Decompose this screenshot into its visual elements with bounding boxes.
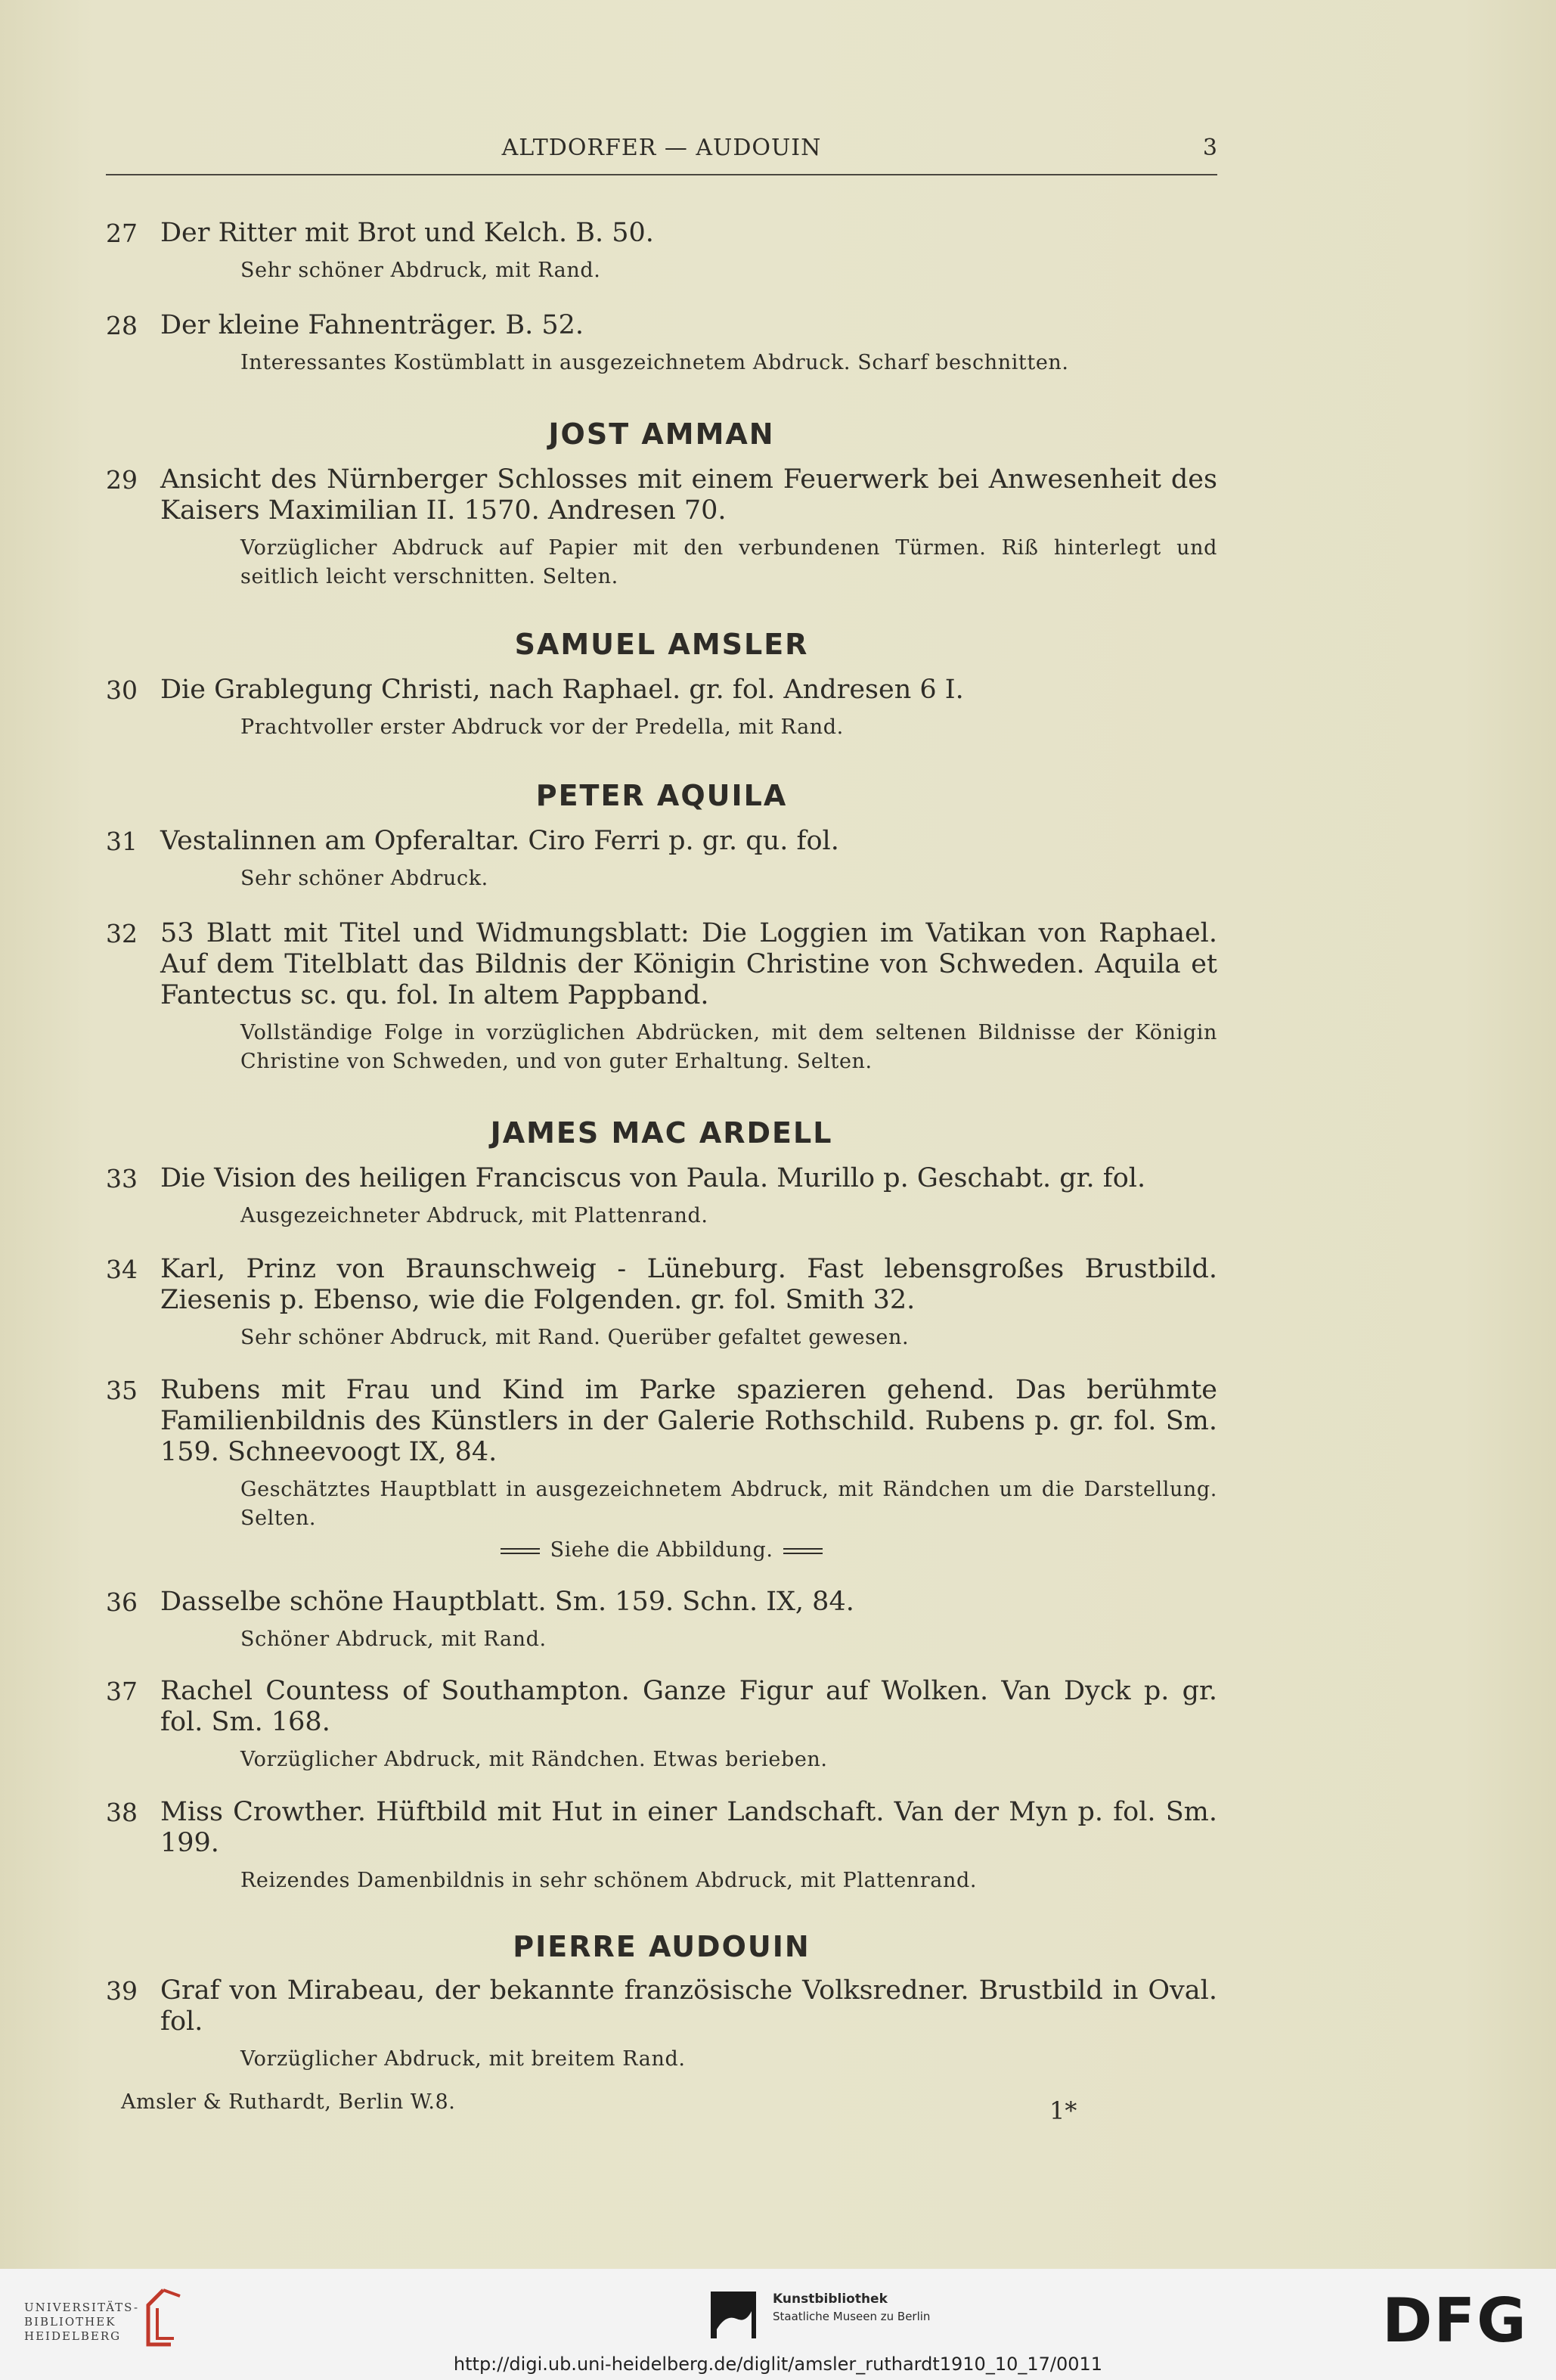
entry-title: Dasselbe schöne Hauptblatt. Sm. 159. Schn. IX, 84. — [160, 1587, 854, 1617]
publisher-imprint: Amsler & Ruthardt, Berlin W.8. — [121, 2090, 456, 2114]
entry-note: Vorzüglicher Abdruck, mit breitem Rand. — [240, 2047, 686, 2071]
permalink-url[interactable]: http://digi.ub.uni-heidelberg.de/diglit/amsler_ruthardt1910_10_17/0011 — [453, 2354, 1103, 2375]
entry-number: 29 — [106, 465, 138, 495]
university-library-name — [24, 2301, 139, 2344]
entry-title: Karl, Prinz von Braunschweig - Lüneburg. Fast lebensgroßes Brustbild. Ziesenis p. Ebenso, wie die Folgenden. gr. fol. Smith 32. — [160, 1254, 1217, 1315]
entry-title: Miss Crowther. Hüftbild mit Hut in einer Landschaft. Van der Myn p. fol. Sm. 199. — [160, 1797, 1217, 1858]
entry-number: 32 — [106, 919, 138, 948]
kunstbibliothek-name: Kunstbibliothek — [773, 2292, 888, 2307]
catalog-entry — [106, 1797, 1217, 1895]
catalog-entry — [106, 310, 1217, 377]
dfg-logo: DFG — [1382, 2285, 1528, 2356]
section-heading: JAMES MAC ARDELL — [490, 1116, 833, 1150]
double-rule — [501, 1548, 540, 1554]
entry-title: Der Ritter mit Brot und Kelch. B. 50. — [160, 218, 654, 248]
entry-note: Ausgezeichneter Abdruck, mit Plattenrand. — [240, 1204, 708, 1227]
section-heading: JOST AMMAN — [548, 417, 775, 451]
catalog-entry — [106, 464, 1217, 591]
university-line: BIBLIOTHEK — [24, 2315, 116, 2329]
catalog-entry — [106, 918, 1217, 1076]
entry-title: Vestalinnen am Opferaltar. Ciro Ferri p. gr. qu. fol. — [160, 826, 839, 856]
entry-number: 39 — [106, 1976, 138, 2006]
catalog-entry — [106, 826, 1217, 893]
entry-number: 37 — [106, 1677, 138, 1706]
entry-number: 34 — [106, 1255, 138, 1284]
entry-number: 35 — [106, 1376, 138, 1405]
entry-title: Rubens mit Frau und Kind im Parke spazieren gehend. Das berühmte Familienbildnis des Künstlers in der Galerie Rothschild. Rubens p. gr. fol. Sm. 159. Schneevoogt IX, 84. — [160, 1375, 1217, 1467]
kunstbibliothek-logo-icon — [711, 2292, 756, 2338]
entry-note: Prachtvoller erster Abdruck vor der Predella, mit Rand. — [240, 715, 844, 739]
see-illustration-text: Siehe die Abbildung. — [550, 1538, 773, 1562]
section-heading: PIERRE AUDOUIN — [513, 1930, 811, 1963]
entry-number: 31 — [106, 827, 138, 856]
entry-note: Geschätztes Hauptblatt in ausgezeichnetem Abdruck, mit Rändchen um die Darstellung. Selten. — [240, 1478, 1217, 1530]
university-line: HEIDELBERG — [24, 2329, 122, 2343]
entry-note: Vollständige Folge in vorzüglichen Abdrücken, mit dem seltenen Bildnisse der Königin Christine von Schweden, und von guter Erhaltung. Selten. — [240, 1021, 1217, 1073]
entry-title: Rachel Countess of Southampton. Ganze Figur auf Wolken. Van Dyck p. gr. fol. Sm. 168. — [160, 1676, 1217, 1737]
entry-number: 28 — [106, 311, 138, 340]
entry-number: 33 — [106, 1164, 138, 1193]
section-heading: PETER AQUILA — [535, 779, 788, 812]
catalog-entry — [106, 1375, 1217, 1533]
entry-title: Die Vision des heiligen Franciscus von Paula. Murillo p. Geschabt. gr. fol. — [160, 1163, 1146, 1193]
catalog-entry — [106, 675, 1217, 742]
catalog-entry — [106, 1676, 1217, 1774]
entry-title: Ansicht des Nürnberger Schlosses mit einem Feuerwerk bei Anwesenheit des Kaisers Maximilian II. 1570. Andresen 70. — [160, 464, 1217, 526]
entry-note: Interessantes Kostümblatt in ausgezeichnetem Abdruck. Scharf beschnitten. — [240, 351, 1069, 374]
entry-note: Sehr schöner Abdruck, mit Rand. — [240, 259, 601, 282]
entry-title: Die Grablegung Christi, nach Raphael. gr. fol. Andresen 6 I. — [160, 675, 964, 705]
see-illustration — [106, 1538, 1217, 1562]
entry-number: 36 — [106, 1587, 138, 1617]
entry-note: Sehr schöner Abdruck, mit Rand. Querüber gefaltet gewesen. — [240, 1326, 910, 1349]
catalog-entry — [106, 1587, 1217, 1654]
kunstbibliothek-subtitle: Staatliche Museen zu Berlin — [773, 2310, 931, 2323]
page-number: 3 — [1202, 135, 1217, 161]
catalog-entry — [106, 1975, 1217, 2074]
signature-mark: 1* — [1049, 2096, 1077, 2125]
digitization-footer — [0, 2269, 1556, 2380]
double-rule — [783, 1548, 823, 1554]
entry-note: Vorzüglicher Abdruck auf Papier mit den verbundenen Türmen. Riß hinterlegt und seitlich leicht verschnitten. Selten. — [240, 536, 1217, 588]
heidelberg-logo-icon — [141, 2285, 188, 2349]
header-title: ALTDORFER — AUDOUIN — [501, 135, 822, 161]
entry-number: 27 — [106, 219, 138, 248]
entry-number: 38 — [106, 1798, 138, 1827]
entry-note: Schöner Abdruck, mit Rand. — [240, 1628, 547, 1651]
entry-note: Vorzüglicher Abdruck, mit Rändchen. Etwas berieben. — [240, 1748, 828, 1771]
entry-number: 30 — [106, 675, 138, 705]
university-line: UNIVERSITÄTS- — [24, 2301, 140, 2314]
entry-title: Graf von Mirabeau, der bekannte französische Volksredner. Brustbild in Oval. fol. — [160, 1975, 1217, 2037]
entry-note: Reizendes Damenbildnis in sehr schönem Abdruck, mit Plattenrand. — [240, 1869, 978, 1892]
catalog-entry — [106, 1254, 1217, 1352]
catalog-entry — [106, 1163, 1217, 1230]
running-header — [106, 130, 1217, 175]
entry-title: 53 Blatt mit Titel und Widmungsblatt: Die Loggien im Vatikan von Raphael. Auf dem Titelblatt das Bildnis der Königin Christine von Schweden. Aquila et Fantectus sc. qu. fol. In altem Pappband. — [160, 918, 1217, 1010]
entry-title: Der kleine Fahnenträger. B. 52. — [160, 310, 584, 340]
section-heading: SAMUEL AMSLER — [514, 628, 809, 661]
entry-note: Sehr schöner Abdruck. — [240, 867, 488, 890]
catalog-entry — [106, 218, 1217, 285]
